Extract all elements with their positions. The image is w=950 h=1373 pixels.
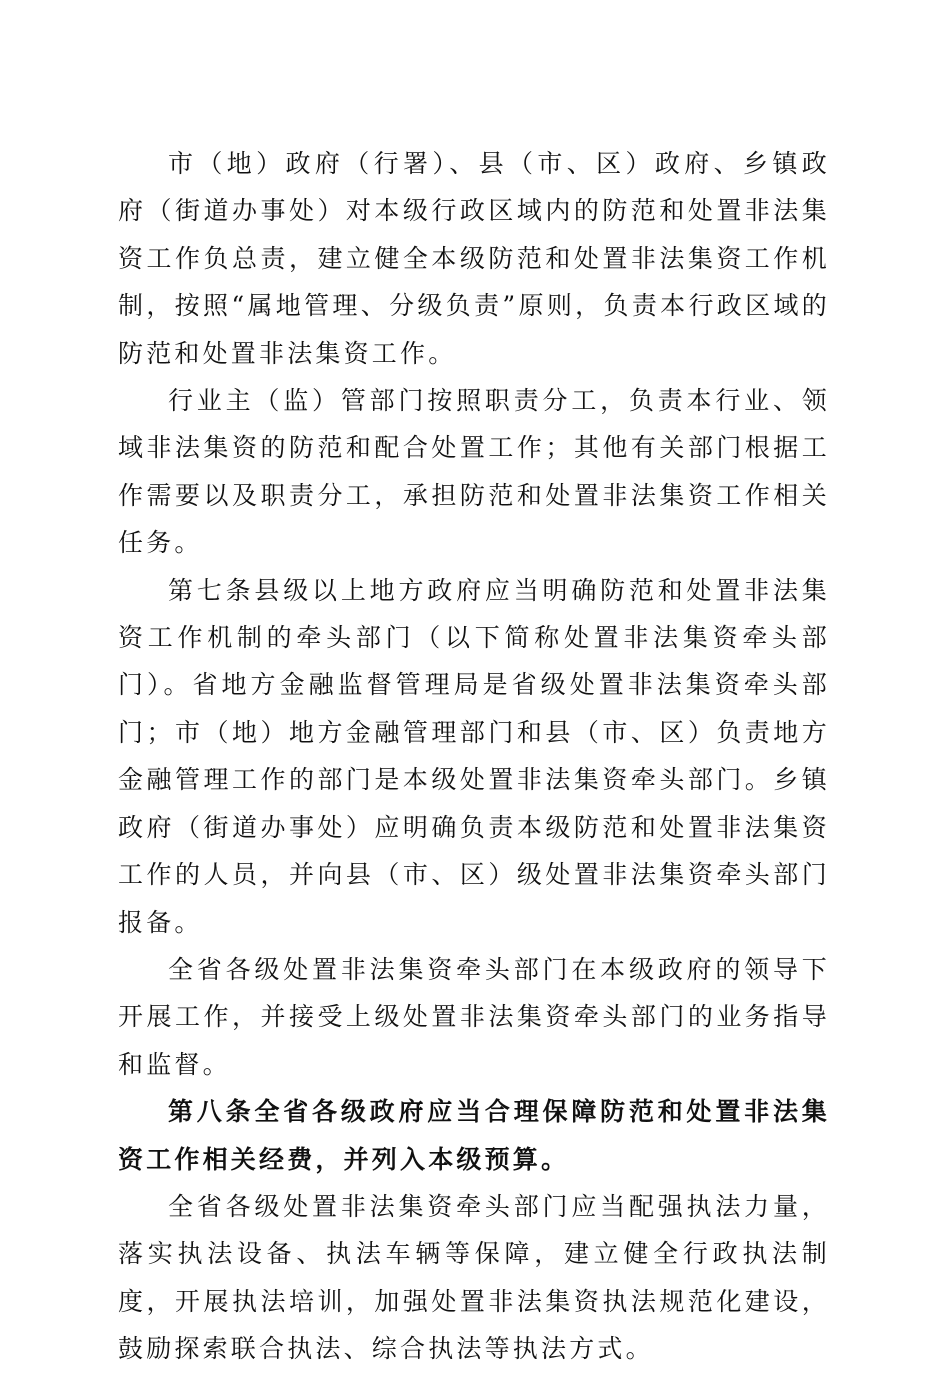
- paragraph-article-7: 第七条县级以上地方政府应当明确防范和处置非法集资工作机制的牵头部门（以下简称处置非法集资牵头部门）。省地方金融监督管理局是省级处置非法集资牵头部门；市（地）地方金融管理部门和县（市、区）负责地方金融管理工作的部门是本级处置非法集资牵头部门。乡镇政府（街道办事处）应明确负责本级防范和处置非法集资工作的人员，并向县（市、区）级处置非法集资牵头部门报备。: [118, 575, 830, 937]
- paragraph-industry-regulators: 行业主（监）管部门按照职责分工，负责本行业、领域非法集资的防范和配合处置工作；其他有关部门根据工作需要以及职责分工，承担防范和处置非法集资工作相关任务。: [118, 386, 830, 558]
- paragraph-article-8: 第八条全省各级政府应当合理保障防范和处置非法集资工作相关经费，并列入本级预算。: [118, 1097, 830, 1174]
- document-body: [118, 140, 830, 1373]
- paragraph-local-government-duties: 市（地）政府（行署）、县（市、区）政府、乡镇政府（街道办事处）对本级行政区域内的防范和处置非法集资工作负总责，建立健全本级防范和处置非法集资工作机制，按照“属地管理、分级负责”原则，负责本行政区域的防范和处置非法集资工作。: [118, 149, 830, 368]
- paragraph-lead-department-guidance: 全省各级处置非法集资牵头部门在本级政府的领导下开展工作，并接受上级处置非法集资牵头部门的业务指导和监督。: [118, 954, 830, 1079]
- paragraph-enforcement-capacity: 全省各级处置非法集资牵头部门应当配强执法力量，落实执法设备、执法车辆等保障，建立健全行政执法制度，开展执法培训，加强处置非法集资执法规范化建设，鼓励探索联合执法、综合执法等执法方式。: [118, 1191, 830, 1364]
